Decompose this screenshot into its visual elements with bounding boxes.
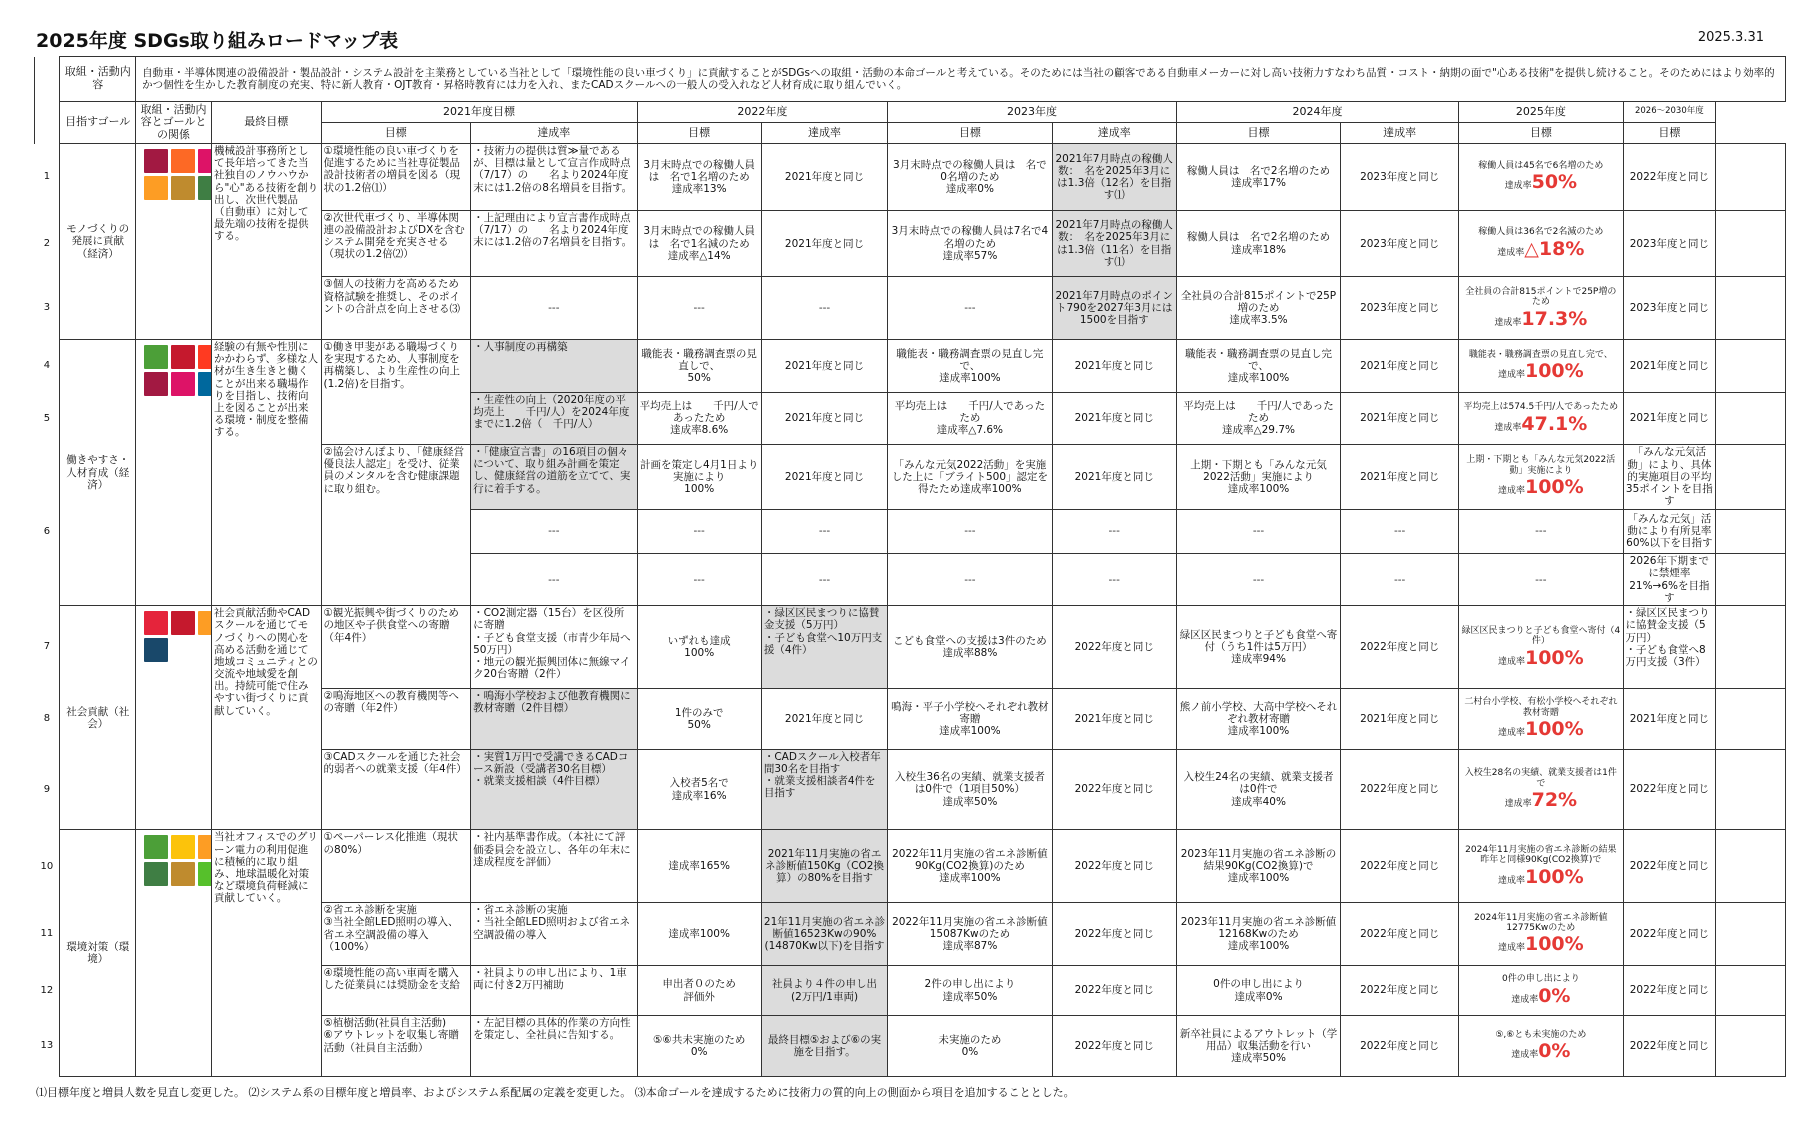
header-activity: 取組・活動内容 [60, 57, 136, 102]
sdg-icons-workstyle [136, 340, 212, 606]
sdg-goal-1-icon [144, 611, 168, 635]
target-2026 [1716, 144, 1786, 211]
header-2024: 2024年度 [1176, 102, 1458, 123]
target-2025: 2022年度と同じ [1623, 144, 1716, 211]
final-goal: ③個人の技術力を高めるため資格試験を推奨し、そのポイントの合計点を向上させる⑶ [321, 277, 471, 340]
target-2022: 2021年度と同じ [761, 340, 887, 393]
highlight-rate: 100% [1524, 476, 1584, 499]
target-2023: 2022年度と同じ [1052, 965, 1176, 1016]
target-2023: 2022年度と同じ [1052, 903, 1176, 966]
target-2026 [1716, 210, 1786, 277]
sdg-goal-9-icon [171, 149, 195, 173]
highlight-rate: 50% [1531, 171, 1578, 194]
final-goal: ①観光振興や街づくりのための地区や子供食堂への寄贈（年4件） [321, 606, 471, 689]
final-goal: ③CADスクールを通じた社会的弱者への就業支援（年4件） [321, 749, 471, 830]
header-2023: 2023年度 [888, 102, 1177, 123]
target-2025: 2022年度と同じ [1623, 903, 1716, 966]
rate-2021: 達成率165% [637, 830, 761, 903]
highlight-rate: 17.3% [1521, 307, 1588, 330]
target-2023: 2022年度と同じ [1052, 1016, 1176, 1077]
sdg-goal-10-icon [198, 149, 211, 173]
final-goal: ②鳴海地区への教育機関等への寄贈（年2件） [321, 689, 471, 750]
header-2026-2030: 2026～2030年度 [1623, 102, 1716, 123]
rate-2023: 上期・下期とも「みんな元気2022活動」実施により 達成率100% [1176, 445, 1340, 510]
footnote: ⑴目標年度と増員人数を見直し変更した。 ⑵システム系の目標年度と増員率、およびシステム系配属の定義を変更した。 ⑶本命ゴールを達成するために技術力の質的向上の側面から項目を追加することとした。 [36, 1086, 1075, 1099]
target-2023: 2021年7月時点の稼働人数： 名を2025年3月には1.3倍（12名）を目指す⑴ [1052, 144, 1176, 211]
header-goal: 目指すゴール [60, 102, 136, 144]
rate-2022: 2022年11月実施の省エネ診断値15087Kwのため 達成率87% [888, 903, 1052, 966]
rate-2024: 平均売上は574.5千円/人であったため 達成率47.1% [1459, 392, 1623, 445]
rate-2023: 職能表・職務調査票の見直し完で、 達成率100% [1176, 340, 1340, 393]
final-goal: ①ペーパーレス化推進（現状の80%） [321, 830, 471, 903]
target-2021: ・左記目標の具体的作業の方向性を策定し、全社員に告知する。 [471, 1016, 637, 1077]
relation-manufacturing: 機械設計事務所として長年培ってきた当社独自のノウハウから"心"ある技術を創り出し、次世代製品（自動車）に対して最先端の技術を提供する。 [211, 144, 321, 340]
sdg-goal-16-icon [198, 372, 211, 396]
rate-2021: 職能表・職務調査票の見直しで、 50% [637, 340, 761, 393]
rate-2023: 2023年11月実施の省エネ診断の結果90Kg(CO2換算)で 達成率100% [1176, 830, 1340, 903]
rate-2022: 2022年11月実施の省エネ診断値90Kg(CO2換算)のため 達成率100% [888, 830, 1052, 903]
rate-2022: --- [888, 554, 1052, 606]
target-2025: 2022年度と同じ [1623, 749, 1716, 830]
category-social: 社会貢献（社会） [60, 606, 136, 830]
sdg-goal-13-icon [198, 176, 211, 200]
rate-2024: 全社員の合計815ポイントで25P増のため 達成率17.3% [1459, 277, 1623, 340]
target-2026 [1716, 749, 1786, 830]
sdg-goal-11-icon [144, 176, 168, 200]
highlight-rate: 0% [1538, 1040, 1571, 1063]
rate-2023: 2023年11月実施の省エネ診断値12168Kwのため 達成率100% [1176, 903, 1340, 966]
sdg-goal-11-icon [198, 611, 211, 635]
highlight-rate: 100% [1524, 718, 1584, 741]
relation-social: 社会貢献活動やCADスクールを通じてモノづくりへの関心を高める活動を通じて地域コミュニティとの交流や地域愛を創出。持続可能で住みやすい街づくりに貢献していく。 [211, 606, 321, 830]
final-goal: ⑤植樹活動(社員自主活動) ⑥アウトレットを収集し寄贈活動（社員自主活動） [321, 1016, 471, 1077]
highlight-rate: △18% [1524, 237, 1585, 260]
roadmap-table [34, 56, 1786, 1077]
target-2021: --- [471, 554, 637, 606]
header-final-goal: 最終目標 [211, 102, 321, 144]
rate-2021: 計画を策定し4月1日より実施により 100% [637, 445, 761, 510]
rate-2024: ⑤,⑥とも未実施のため 達成率0% [1459, 1016, 1623, 1077]
row-number: 6 [43, 525, 51, 537]
sdg-icons-manufacturing [136, 144, 212, 340]
target-2021: ・生産性の向上（2020年度の平均売上 千円/人）を2024年度までに1.2倍（ 千円/人） [471, 392, 637, 445]
rate-2022: --- [888, 509, 1052, 553]
highlight-rate: 100% [1524, 360, 1584, 382]
target-2022: --- [761, 277, 887, 340]
target-2026 [1716, 554, 1786, 606]
rate-2022: --- [888, 277, 1052, 340]
rate-2021: 3月末時点での稼働人員は 名で1名減のため 達成率△14% [637, 210, 761, 277]
row-number: 4 [43, 360, 51, 371]
corner-cell [35, 57, 60, 102]
row-number [35, 554, 60, 606]
highlight-rate: 100% [1524, 646, 1584, 669]
target-2023: --- [1052, 509, 1176, 553]
rate-2021: ⑤⑥共未実施のため 0% [637, 1016, 761, 1077]
rate-2021: --- [637, 554, 761, 606]
final-goal: ②省エネ診断を実施 ③当社全館LED照明の導入、省エネ空調設備の導入（100%） [321, 903, 471, 966]
rate-2023: 稼働人員は 名で2名増のため 達成率17% [1176, 144, 1340, 211]
target-2024: 2023年度と同じ [1341, 144, 1459, 211]
target-2021: ・省エネ診断の実施 ・当社全館LED照明および省エネ空調設備の導入 [471, 903, 637, 966]
target-2026 [1716, 903, 1786, 966]
target-2025: 2022年度と同じ [1623, 830, 1716, 903]
target-2024: 2022年度と同じ [1341, 965, 1459, 1016]
target-2023: 2022年度と同じ [1052, 606, 1176, 689]
sdg-goal-3-icon [144, 345, 168, 369]
target-2026 [1716, 689, 1786, 750]
rate-2021: 入校者5名で 達成率16% [637, 749, 761, 830]
target-2021: ・CO2測定器（15台）を区役所に寄贈 ・子ども食堂支援（市青少年局へ50万円） ・地元の観光振興団体に無線マイク20台寄贈（2件） [471, 606, 637, 689]
rate-2023: 0件の申し出により 達成率0% [1176, 965, 1340, 1016]
rate-2022: 平均売上は 千円/人であったため 達成率△7.6% [888, 392, 1052, 445]
rate-2023: 熊ノ前小学校、大高中学校へそれぞれ教材寄贈 達成率100% [1176, 689, 1340, 750]
target-2023: 2022年度と同じ [1052, 749, 1176, 830]
row-number: 1 [43, 171, 51, 183]
rate-2022: 「みんな元気2022活動」を実施した上に「ブライト500」認定を得たため達成率100% [888, 445, 1052, 510]
row-number: 9 [43, 783, 51, 795]
target-2024: 2022年度と同じ [1341, 830, 1459, 903]
target-2024: 2023年度と同じ [1341, 277, 1459, 340]
rate-2024: 入校生28名の実績、就業支援者は1件で 達成率72% [1459, 749, 1623, 830]
rate-2022: 3月末時点での稼働人員は7名で4名増のため 達成率57% [888, 210, 1052, 277]
rate-2023: 稼働人員は 名で2名増のため 達成率18% [1176, 210, 1340, 277]
final-goal: ②次世代車づくり、半導体関連の設備設計およびDXを含むシステム開発を充実させる（現状の1.2倍⑵） [321, 210, 471, 277]
rate-2021: 申出者０のため 評価外 [637, 965, 761, 1016]
target-2024: 2022年度と同じ [1341, 903, 1459, 966]
final-goal: ④環境性能の高い車両を購入した従業員には奨励金を支給 [321, 965, 471, 1016]
target-2024: 2021年度と同じ [1341, 689, 1459, 750]
target-2026 [1716, 1016, 1786, 1077]
subheader-rate: 達成率 [1052, 123, 1176, 144]
sdg-goal-7-icon [171, 835, 195, 859]
sdg-goal-4-icon [171, 611, 195, 635]
sdg-goal-8-icon [144, 149, 168, 173]
relation-environment: 当社オフィスでのグリーン電力の利用促進に積極的に取り組み、地球温暖化対策など環境負荷軽減に貢献していく。 [211, 830, 321, 1077]
header-relation: 取組・活動内容とゴールとの関係 [136, 102, 212, 144]
target-2026 [1716, 965, 1786, 1016]
target-2021: ・社内基準書作成。（本社にて評価委員会を設立し、各年の年末に達成程度を評価） [471, 830, 637, 903]
target-2025: 2022年度と同じ [1623, 1016, 1716, 1077]
rate-2022: 3月末時点での稼働人員は 名で0名増のため 達成率0% [888, 144, 1052, 211]
category-environment: 環境対策（環境） [60, 830, 136, 1077]
subheader-target: 目標 [1623, 123, 1716, 144]
header-2022: 2022年度 [637, 102, 888, 123]
header-2025: 2025年度 [1459, 102, 1623, 123]
document-date: 2025.3.31 [1697, 30, 1764, 45]
rate-2022: 鳴海・平子小学校へそれぞれ教材寄贈 達成率100% [888, 689, 1052, 750]
rate-2023: --- [1176, 509, 1340, 553]
target-2023: 2021年度と同じ [1052, 445, 1176, 510]
relation-workstyle: 経験の有無や性別にかかわらず、多様な人材が生き生きと働くことが出来る職場作りを目指し、技術向上を図ることが出来る環境・制度を整備する。 [211, 340, 321, 606]
rate-2021: 平均売上は 千円/人であったため 達成率8.6% [637, 392, 761, 445]
row-number: 12 [40, 984, 54, 996]
page-title: 2025年度 SDGs取り組みロードマップ表 [36, 30, 399, 52]
target-2022: 2021年度と同じ [761, 392, 887, 445]
sdg-icons-social [136, 606, 212, 830]
blank-cell [35, 102, 60, 144]
target-2026 [1716, 445, 1786, 510]
highlight-rate: 0% [1538, 984, 1571, 1007]
target-2021: ・「健康宣言書」の16項目の個々について、取り組み計画を策定し、健康経営の道筋を立てて、実行に着手する。 [471, 445, 637, 510]
target-2022: 2021年度と同じ [761, 689, 887, 750]
target-2022: 2021年11月実施の省エネ診断値150Kg（CO2換算）の80%を目指す [761, 830, 887, 903]
target-2023: 2021年度と同じ [1052, 689, 1176, 750]
target-2025: 2021年度と同じ [1623, 689, 1716, 750]
rate-2024: 職能表・職務調査票の見直し完で、 達成率100% [1459, 340, 1623, 393]
rate-2024: --- [1459, 509, 1623, 553]
subheader-target: 目標 [1459, 123, 1623, 144]
highlight-rate: 72% [1531, 788, 1578, 811]
rate-2021: 1件のみで 50% [637, 689, 761, 750]
target-2026 [1716, 340, 1786, 393]
target-2025: 2023年度と同じ [1623, 277, 1716, 340]
rate-2023: 新卒社員によるアウトレット（学用品）収集活動を行い 達成率50% [1176, 1016, 1340, 1077]
rate-2023: 平均売上は 千円/人であったため 達成率△29.7% [1176, 392, 1340, 445]
rate-2024: 2024年11月実施の省エネ診断値12775Kwのため 達成率100% [1459, 903, 1623, 966]
target-2022: 2021年度と同じ [761, 210, 887, 277]
target-2021: ・社員よりの申し出により、1車両に付き2万円補助 [471, 965, 637, 1016]
target-2024: --- [1341, 509, 1459, 553]
sdg-goal-10-icon [171, 372, 195, 396]
target-2021: ・技術力の提供は質≫量であるが、目標は量として宣言作成時点（7/17）の 名より2024年度末には1.2倍の8名増員を目指す。 [471, 144, 637, 211]
sdg-goal-13-icon [144, 862, 168, 886]
target-2025: 「みんな元気」活動により有所見率60%以下を目指す [1623, 509, 1716, 553]
target-2021: ・上記理由により宣言書作成時点（7/17）の 名より2024年度末には1.2倍の7名増員を目指す。 [471, 210, 637, 277]
target-2024: 2021年度と同じ [1341, 445, 1459, 510]
target-2023: --- [1052, 554, 1176, 606]
row-number: 13 [40, 1040, 54, 1052]
row-number: 2 [43, 237, 51, 249]
rate-2024: 2024年11月実施の省エネ診断の結果昨年と同様90Kg(CO2換算)で 達成率100% [1459, 830, 1623, 903]
rate-2024: 稼働人員は36名で2名減のため 達成率△18% [1459, 210, 1623, 277]
rate-2023: 入校生24名の実績、就業支援者は0件で 達成率40% [1176, 749, 1340, 830]
sdg-goal-15-icon [198, 862, 211, 886]
rate-2024: --- [1459, 554, 1623, 606]
rate-2021: 達成率100% [637, 903, 761, 966]
category-workstyle: 働きやすさ・人材育成（経済） [60, 340, 136, 606]
sdg-goal-5-icon [198, 345, 211, 369]
subheader-target: 目標 [1176, 123, 1340, 144]
target-2025: ・緑区区民まつりに協賛金支援（5万円） ・子ども食堂へ8万円支援（3件） [1623, 606, 1716, 689]
final-goal: ①働き甲斐がある職場づくりを実現するため、人事制度を再構築し、より生産性の向上(1.2倍)を目指す。 [321, 340, 471, 445]
target-2026 [1716, 830, 1786, 903]
intro-text: 自動車・半導体関連の設備設計・製品設計・システム設計を主業務としている当社として「環境性能の良い車づくり」に貢献することがSDGsへの取組・活動の本命ゴールと考えている。そのためには当社の顧客である自動車メーカーに対し高い技術力すなわち品質・コスト・納期の面で"心ある技術"を提供し続けること。そのためにはより効率的かつ個性を生かした教育制度の充実、特に新人教育・OJT教育・昇格時教育には力を入れ、またCADスクールへの一般人の受入れなど人材育成に取り組んでいく。 [136, 57, 1786, 102]
target-2023: 2021年度と同じ [1052, 392, 1176, 445]
target-2025: 2026年下期までに禁煙率21%→6%を目指す [1623, 554, 1716, 606]
target-2022: 社員より４件の申し出 (2万円/1車両) [761, 965, 887, 1016]
rate-2023: 全社員の合計815ポイントで25P増のため 達成率3.5% [1176, 277, 1340, 340]
highlight-rate: 100% [1524, 933, 1584, 956]
target-2022: ・緑区区民まつりに協賛金支援（5万円） ・子ども食堂へ10万円支援（4件） [761, 606, 887, 689]
category-manufacturing: モノづくりの発展に貢献（経済） [60, 144, 136, 340]
rate-2021: --- [637, 277, 761, 340]
rate-2024: 0件の申し出により 達成率0% [1459, 965, 1623, 1016]
sdg-goal-8-icon [144, 372, 168, 396]
target-2022: ・CADスクール入校者年間30名を目指す ・就業支援相談者4件を目指す [761, 749, 887, 830]
rate-2024: 緑区区民まつりと子ども食堂へ寄付（4件） 達成率100% [1459, 606, 1623, 689]
target-2022: 21年11月実施の省エネ診断値16523Kwの90%(14870Kw以下)を目指す [761, 903, 887, 966]
target-2021: --- [471, 509, 637, 553]
target-2021: ・人事制度の再構築 [471, 340, 637, 393]
rate-2024: 二村台小学校、有松小学校へそれぞれ教材寄贈 達成率100% [1459, 689, 1623, 750]
subheader-rate: 達成率 [761, 123, 887, 144]
target-2022: 最終目標⑤および⑥の実施を目指す。 [761, 1016, 887, 1077]
row-number [35, 445, 60, 510]
rate-2023: 緑区区民まつりと子ども食堂へ寄付（うち1件は5万円） 達成率94% [1176, 606, 1340, 689]
rate-2022: 職能表・職務調査票の見直し完で、 達成率100% [888, 340, 1052, 393]
subheader-target: 目標 [637, 123, 761, 144]
final-goal: ②協会けんぽより、「健康経営優良法人認定」を受け、従業員のメンタルを含む健康課題に取り組む。 [321, 445, 471, 606]
row-number: 7 [43, 641, 51, 653]
rate-2022: こども食堂への支援は3件のため 達成率88% [888, 606, 1052, 689]
target-2026 [1716, 392, 1786, 445]
rate-2021: いずれも達成 100% [637, 606, 761, 689]
target-2022: --- [761, 554, 887, 606]
target-2025: 「みんな元気活動」により、具体的実施項目の平均35ポイントを目指す [1623, 445, 1716, 510]
target-2026 [1716, 606, 1786, 689]
target-2024: 2022年度と同じ [1341, 1016, 1459, 1077]
row-number: 5 [43, 412, 51, 424]
target-2023: 2021年7月時点のポイント790を2027年3月には1500を目指す [1052, 277, 1176, 340]
sdg-goal-11-icon [198, 835, 211, 859]
target-2023: 2022年度と同じ [1052, 830, 1176, 903]
target-2024: 2021年度と同じ [1341, 340, 1459, 393]
target-2021: ・実質1万円で受講できるCADコース新設（受講者30名目標） ・就業支援相談（4件目標） [471, 749, 637, 830]
row-number: 11 [40, 928, 54, 940]
target-2024: 2022年度と同じ [1341, 749, 1459, 830]
sdg-goal-17-icon [144, 638, 168, 662]
target-2026 [1716, 277, 1786, 340]
target-2025: 2022年度と同じ [1623, 965, 1716, 1016]
highlight-rate: 100% [1524, 865, 1584, 888]
rate-2022: 入校生36名の実績、就業支援者は0件で（1項目50%） 達成率50% [888, 749, 1052, 830]
row-number: 3 [43, 302, 51, 314]
subheader-target: 目標 [888, 123, 1052, 144]
target-2025: 2021年度と同じ [1623, 392, 1716, 445]
rate-2021: 3月末時点での稼働人員は 名で1名増のため 達成率13% [637, 144, 761, 211]
target-2021: --- [471, 277, 637, 340]
sdg-goal-3-icon [144, 835, 168, 859]
subheader-target: 目標 [321, 123, 471, 144]
target-2025: 2021年度と同じ [1623, 340, 1716, 393]
row-number: 8 [43, 713, 51, 725]
target-2021: ・鳴海小学校および他教育機関に教材寄贈（2件目標） [471, 689, 637, 750]
rate-2024: 上期・下期とも「みんな元気2022活動」実施により 達成率100% [1459, 445, 1623, 510]
subheader-rate: 達成率 [471, 123, 637, 144]
rate-2022: 2件の申し出により 達成率50% [888, 965, 1052, 1016]
rate-2022: 未実施のため 0% [888, 1016, 1052, 1077]
rate-2021: --- [637, 509, 761, 553]
target-2023: 2021年7月時点の稼働人数： 名を2025年3月には1.3倍（11名）を目指す⑴ [1052, 210, 1176, 277]
row-number: 10 [40, 860, 54, 872]
target-2025: 2023年度と同じ [1623, 210, 1716, 277]
target-2022: 2021年度と同じ [761, 445, 887, 510]
rate-2024: 稼働人員は45名で6名増のため 達成率50% [1459, 144, 1623, 211]
target-2024: 2023年度と同じ [1341, 210, 1459, 277]
target-2026 [1716, 509, 1786, 553]
target-2024: --- [1341, 554, 1459, 606]
sdg-icons-environment [136, 830, 212, 1077]
target-2024: 2021年度と同じ [1341, 392, 1459, 445]
sdg-goal-12-icon [171, 176, 195, 200]
target-2023: 2021年度と同じ [1052, 340, 1176, 393]
highlight-rate: 47.1% [1521, 412, 1588, 435]
rate-2023: --- [1176, 554, 1340, 606]
final-goal: ①環境性能の良い車づくりを促進するために当社専従製品設計技術者の増員を図る（現状の1.2倍⑴） [321, 144, 471, 211]
subheader-rate: 達成率 [1341, 123, 1459, 144]
header-2021: 2021年度目標 [321, 102, 637, 123]
target-2022: 2021年度と同じ [761, 144, 887, 211]
target-2022: --- [761, 509, 887, 553]
target-2024: 2022年度と同じ [1341, 606, 1459, 689]
sdg-goal-12-icon [171, 862, 195, 886]
sdg-goal-4-icon [171, 345, 195, 369]
